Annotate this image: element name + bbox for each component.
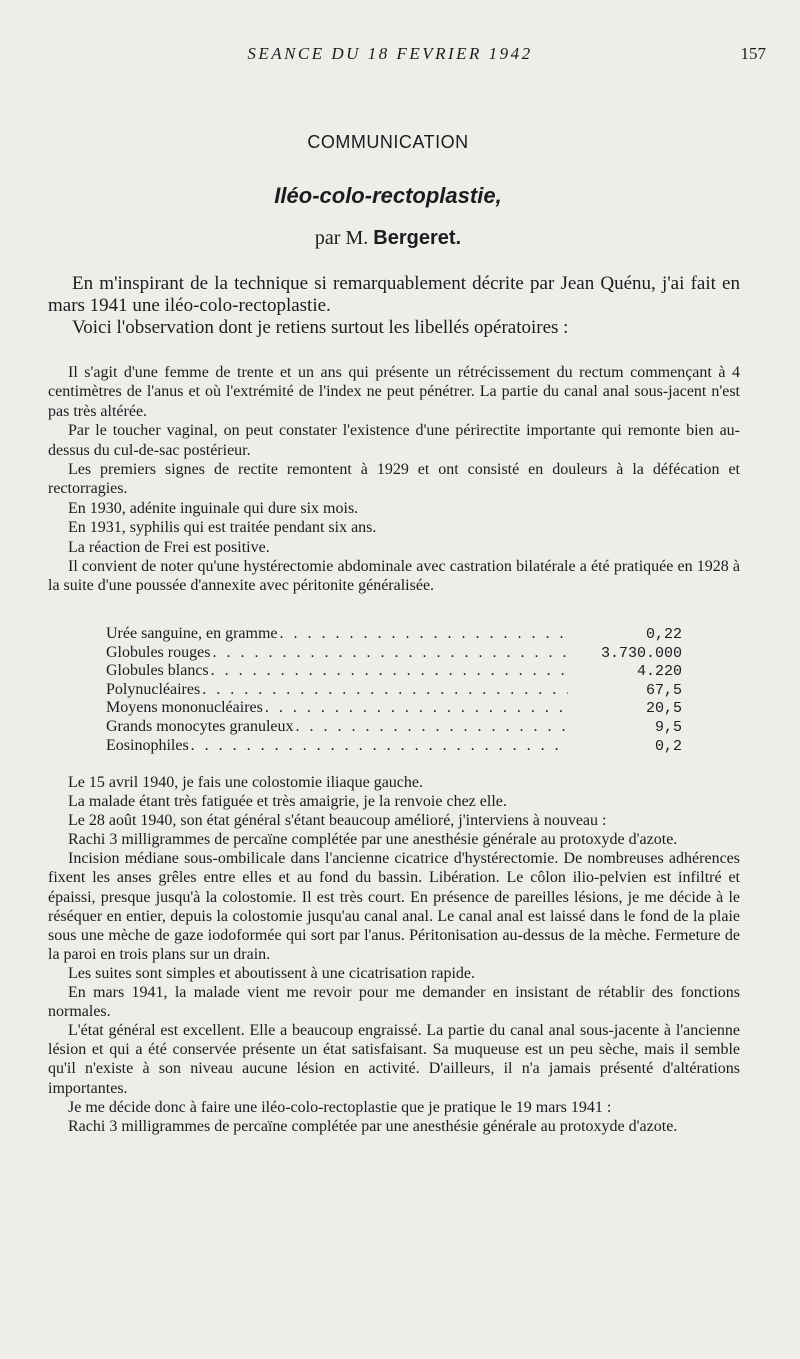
paragraph: En m'inspirant de la technique si remarquablement décrite par Jean Quénu, j'ai fait en mars 1941 une iléo-colo-rectoplastie. <box>48 273 740 316</box>
leader-dots <box>202 681 568 700</box>
author-prefix: par M. <box>314 227 369 249</box>
intro-text <box>48 273 740 339</box>
lab-row <box>106 681 682 700</box>
lab-row <box>106 737 682 756</box>
lab-row <box>106 644 682 663</box>
lab-value: 0,22 <box>645 626 682 643</box>
lab-value: 4.220 <box>636 663 682 681</box>
paragraph: Les premiers signes de rectite remontent à 1929 et ont consisté en douleurs à la défécation et rectorragies. <box>48 461 740 498</box>
page-number: 157 <box>740 44 766 63</box>
leader-dots <box>212 644 568 663</box>
paragraph: Il s'agit d'une femme de trente et un ans qui présente un rétrécissement du rectum commençant à 4 centimètres de l'anus et où l'extrémité de l'index ne peut pénétrer. La partie du canal anal sous-jacent n'est pas très altérée. <box>48 364 740 420</box>
lab-row <box>106 625 682 644</box>
article-title: Iléo-colo-rectoplastie, <box>274 183 502 208</box>
lab-row <box>106 662 682 681</box>
lab-name: Globules blancs <box>106 662 209 680</box>
section-heading: COMMUNICATION <box>307 132 469 152</box>
paragraph: Rachi 3 milligrammes de percaïne complétée par une anesthésie générale au protoxyde d'azote. <box>68 831 678 849</box>
leader-dots <box>211 662 568 681</box>
paragraph: Je me décide donc à faire une iléo-colo-rectoplastie que je pratique le 19 mars 1941 : <box>68 1098 612 1116</box>
lab-results-table <box>106 625 682 755</box>
lab-name: Globules rouges <box>106 643 211 661</box>
author-name: Bergeret. <box>373 227 462 249</box>
lab-name: Urée sanguine, en gramme <box>106 625 278 642</box>
running-head-title: SEANCE DU 18 FEVRIER 1942 <box>247 44 533 63</box>
lab-name: Polynucléaires <box>106 680 201 698</box>
running-head <box>0 44 800 70</box>
leader-dots <box>296 718 568 737</box>
leader-dots <box>265 699 568 718</box>
lab-value: 67,5 <box>645 681 682 699</box>
paragraph: Le 28 août 1940, son état général s'étant beaucoup amélioré, j'interviens à nouveau : <box>68 812 607 830</box>
lab-name: Moyens mononucléaires <box>106 699 263 717</box>
lab-value: 20,5 <box>645 700 682 718</box>
lab-name: Eosinophiles <box>106 736 189 754</box>
lab-row <box>106 718 682 737</box>
paragraph: La réaction de Frei est positive. <box>68 538 270 556</box>
paragraph: Rachi 3 milligrammes de percaïne complétée par une anesthésie générale au protoxyde d'azote. <box>68 1117 678 1135</box>
paragraph: La malade étant très fatiguée et très amaigrie, je la renvoie chez elle. <box>68 793 507 811</box>
paragraph: Par le toucher vaginal, on peut constater l'existence d'une périrectite importante qui remonte bien au-dessus du cul-de-sac postérieur. <box>48 422 740 459</box>
observation-text <box>48 363 740 596</box>
lab-name: Grands monocytes granuleux <box>106 717 294 735</box>
leader-dots <box>279 625 568 644</box>
paragraph: Le 15 avril 1940, je fais une colostomie iliaque gauche. <box>68 774 423 791</box>
lab-value: 3.730.000 <box>600 644 682 662</box>
paragraph: L'état général est excellent. Elle a beaucoup engraissé. La partie du canal anal sous-jacente à l'ancienne lésion et qui a été conservée présente un état satisfaisant. Sa muqueuse est un peu sèche, mais il semble qu'il n'existe à son niveau aucune lésion en activité. D'ailleurs, il n'a jamais présenté d'altérations importantes. <box>48 1022 740 1097</box>
lab-value: 9,5 <box>654 718 682 736</box>
lab-value: 0,2 <box>654 737 682 755</box>
paragraph: En 1930, adénite inguinale qui dure six mois. <box>68 499 359 517</box>
paragraph: Les suites sont simples et aboutissent à une cicatrisation rapide. <box>68 964 476 982</box>
paragraph: En 1931, syphilis qui est traitée pendant six ans. <box>68 519 377 537</box>
paragraph: Il convient de noter qu'une hystérectomie abdominale avec castration bilatérale a été pratiquée en 1928 à la suite d'une poussée d'annexite avec péritonite généralisée. <box>48 558 740 595</box>
paragraph: Incision médiane sous-ombilicale dans l'ancienne cicatrice d'hystérectomie. De nombreuses adhérences fixent les anses grêles entre elles et au fond du bassin. Libération. Le côlon ilio-pelvien est infiltré et épaissi, presque jusqu'à la colostomie. Il est très court. En présence de pareilles lésions, je me décide à le réséquer en entier, depuis la colostomie jusqu'au canal anal. Le canal anal est laissé dans le fond de la plaie sous une mèche de gaze iodoformée qui sort par l'anus. Péritonisation au-dessus de la mèche. Fermeture de la paroi en trois plans sur un drain. <box>48 850 740 963</box>
followup-text <box>48 773 740 1136</box>
author-line <box>0 227 776 250</box>
paragraph: En mars 1941, la malade vient me revoir pour me demander en insistant de rétablir des fonctions normales. <box>48 984 740 1021</box>
paragraph: Voici l'observation dont je retiens surtout les libellés opératoires : <box>72 317 569 338</box>
lab-row <box>106 699 682 718</box>
leader-dots <box>191 737 568 756</box>
